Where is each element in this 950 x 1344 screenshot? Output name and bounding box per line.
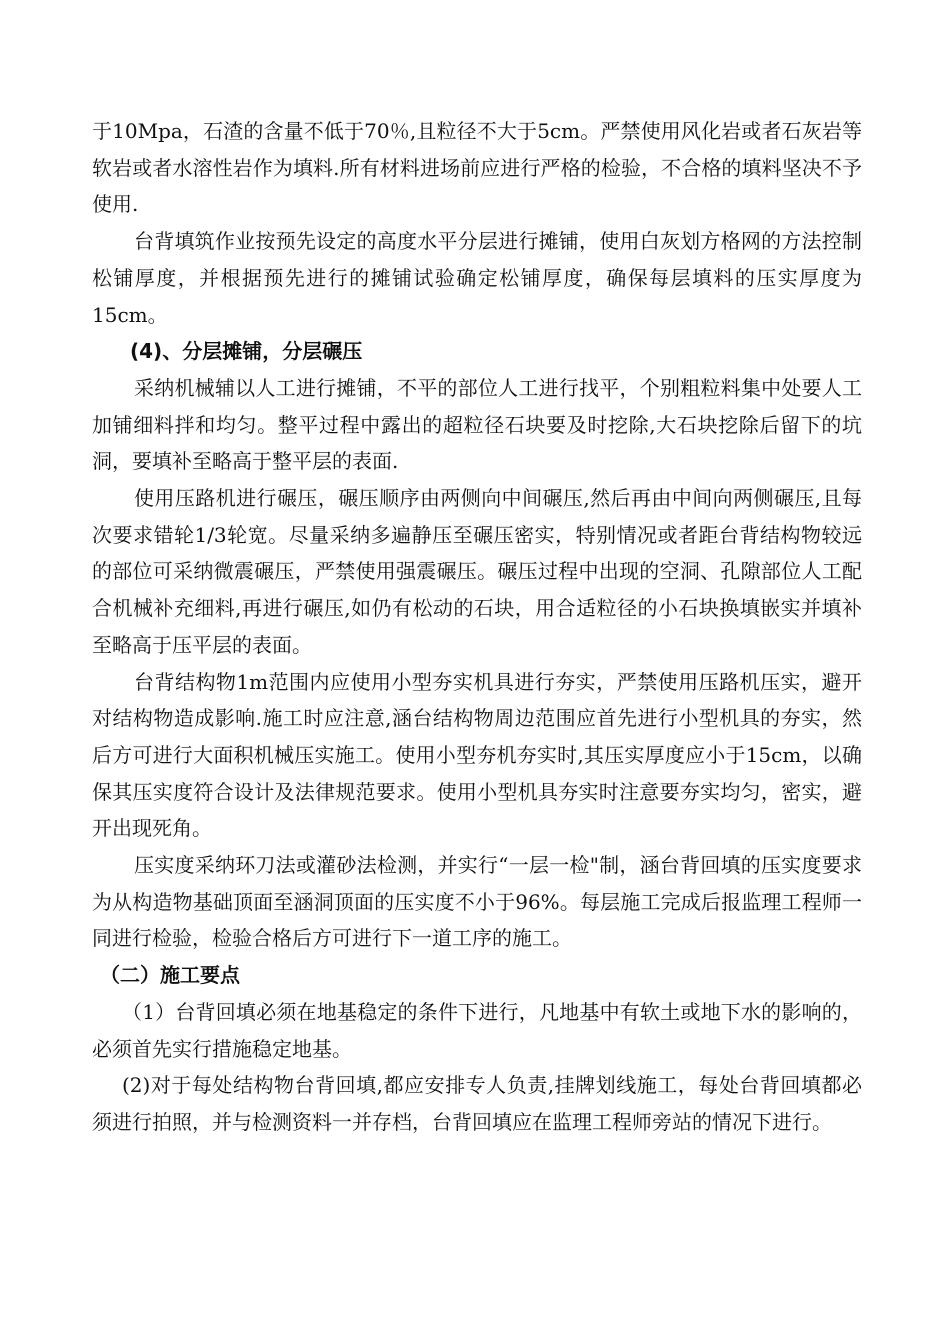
paragraph-mechanical-paving: 采纳机械辅以人工进行摊铺，不平的部位人工进行找平，个别粗粒料集中处要人工加铺细料拌和均匀。整平过程中露出的超粒径石块要及时挖除,大石块挖除后留下的坑洞，要填补至略高于整平层的表面. xyxy=(92,375,862,474)
paragraph-layered-filling: 台背填筑作业按预先设定的高度水平分层进行摊铺，使用白灰划方格网的方法控制松铺厚度，并根据预先进行的摊铺试验确定松铺厚度，确保每层填料的压实厚度为15cm。 xyxy=(92,229,862,327)
section-heading-construction-points: （二）施工要点 xyxy=(100,963,240,988)
paragraph-compaction-test: 压实度采纳环刀法或灌砂法检测，并实行“一层一检"制，涵台背回填的压实度要求为从构造物基础顶面至涵洞顶面的压实度不小于96%。每层施工完成后报监理工程师一同进行检验，检验合格后方可进行下一道工序的施工。 xyxy=(92,853,862,951)
paragraph-roller-compaction: 使用压路机进行碾压，碾压顺序由两侧向中间碾压,然后再由中间向两侧碾压,且每次要求错轮1/3轮宽。尽量采纳多遍静压至碾压密实，特别情况或者距台背结构物较远的部位可采纳微震碾压，严禁使用强震碾压。碾压过程中出现的空洞、孔隙部位人工配合机械补充细料,再进行碾压,如仍有松动的石块，用合适粒径的小石块换填嵌实并填补至略高于压平层的表面。 xyxy=(92,486,862,657)
section-heading-layered-paving: (4)、分层摊铺，分层碾压 xyxy=(130,339,363,364)
document-body xyxy=(92,113,862,1141)
paragraph-fill-material: 于10Mpa，石渣的含量不低于70％,且粒径不大于5cm。严禁使用风化岩或者石灰岩等软岩或者水溶性岩作为填料.所有材料进场前应进行严格的检验，不合格的填料坚决不予使用. xyxy=(92,119,862,217)
list-item-1: （1）台背回填必须在地基稳定的条件下进行，凡地基中有软土或地下水的影响的，必须首先实行措施稳定地基。 xyxy=(92,999,862,1061)
list-item-2: (2)对于每处结构物台背回填,都应安排专人负责,挂牌划线施工，每处台背回填都必须进行拍照，并与检测资料一并存档，台背回填应在监理工程师旁站的情况下进行。 xyxy=(92,1073,862,1134)
paragraph-small-tamping: 台背结构物1m范围内应使用小型夯实机具进行夯实，严禁使用压路机压实，避开对结构物造成影响.施工时应注意,涵台结构物周边范围应首先进行小型机具的夯实，然后方可进行大面积机械压实施工。使用小型夯机夯实时,其压实厚度应小于15cm，以确保其压实度符合设计及法律规范要求。使用小型机具夯实时注意要夯实均匀，密实，避开出现死角。 xyxy=(92,669,862,841)
